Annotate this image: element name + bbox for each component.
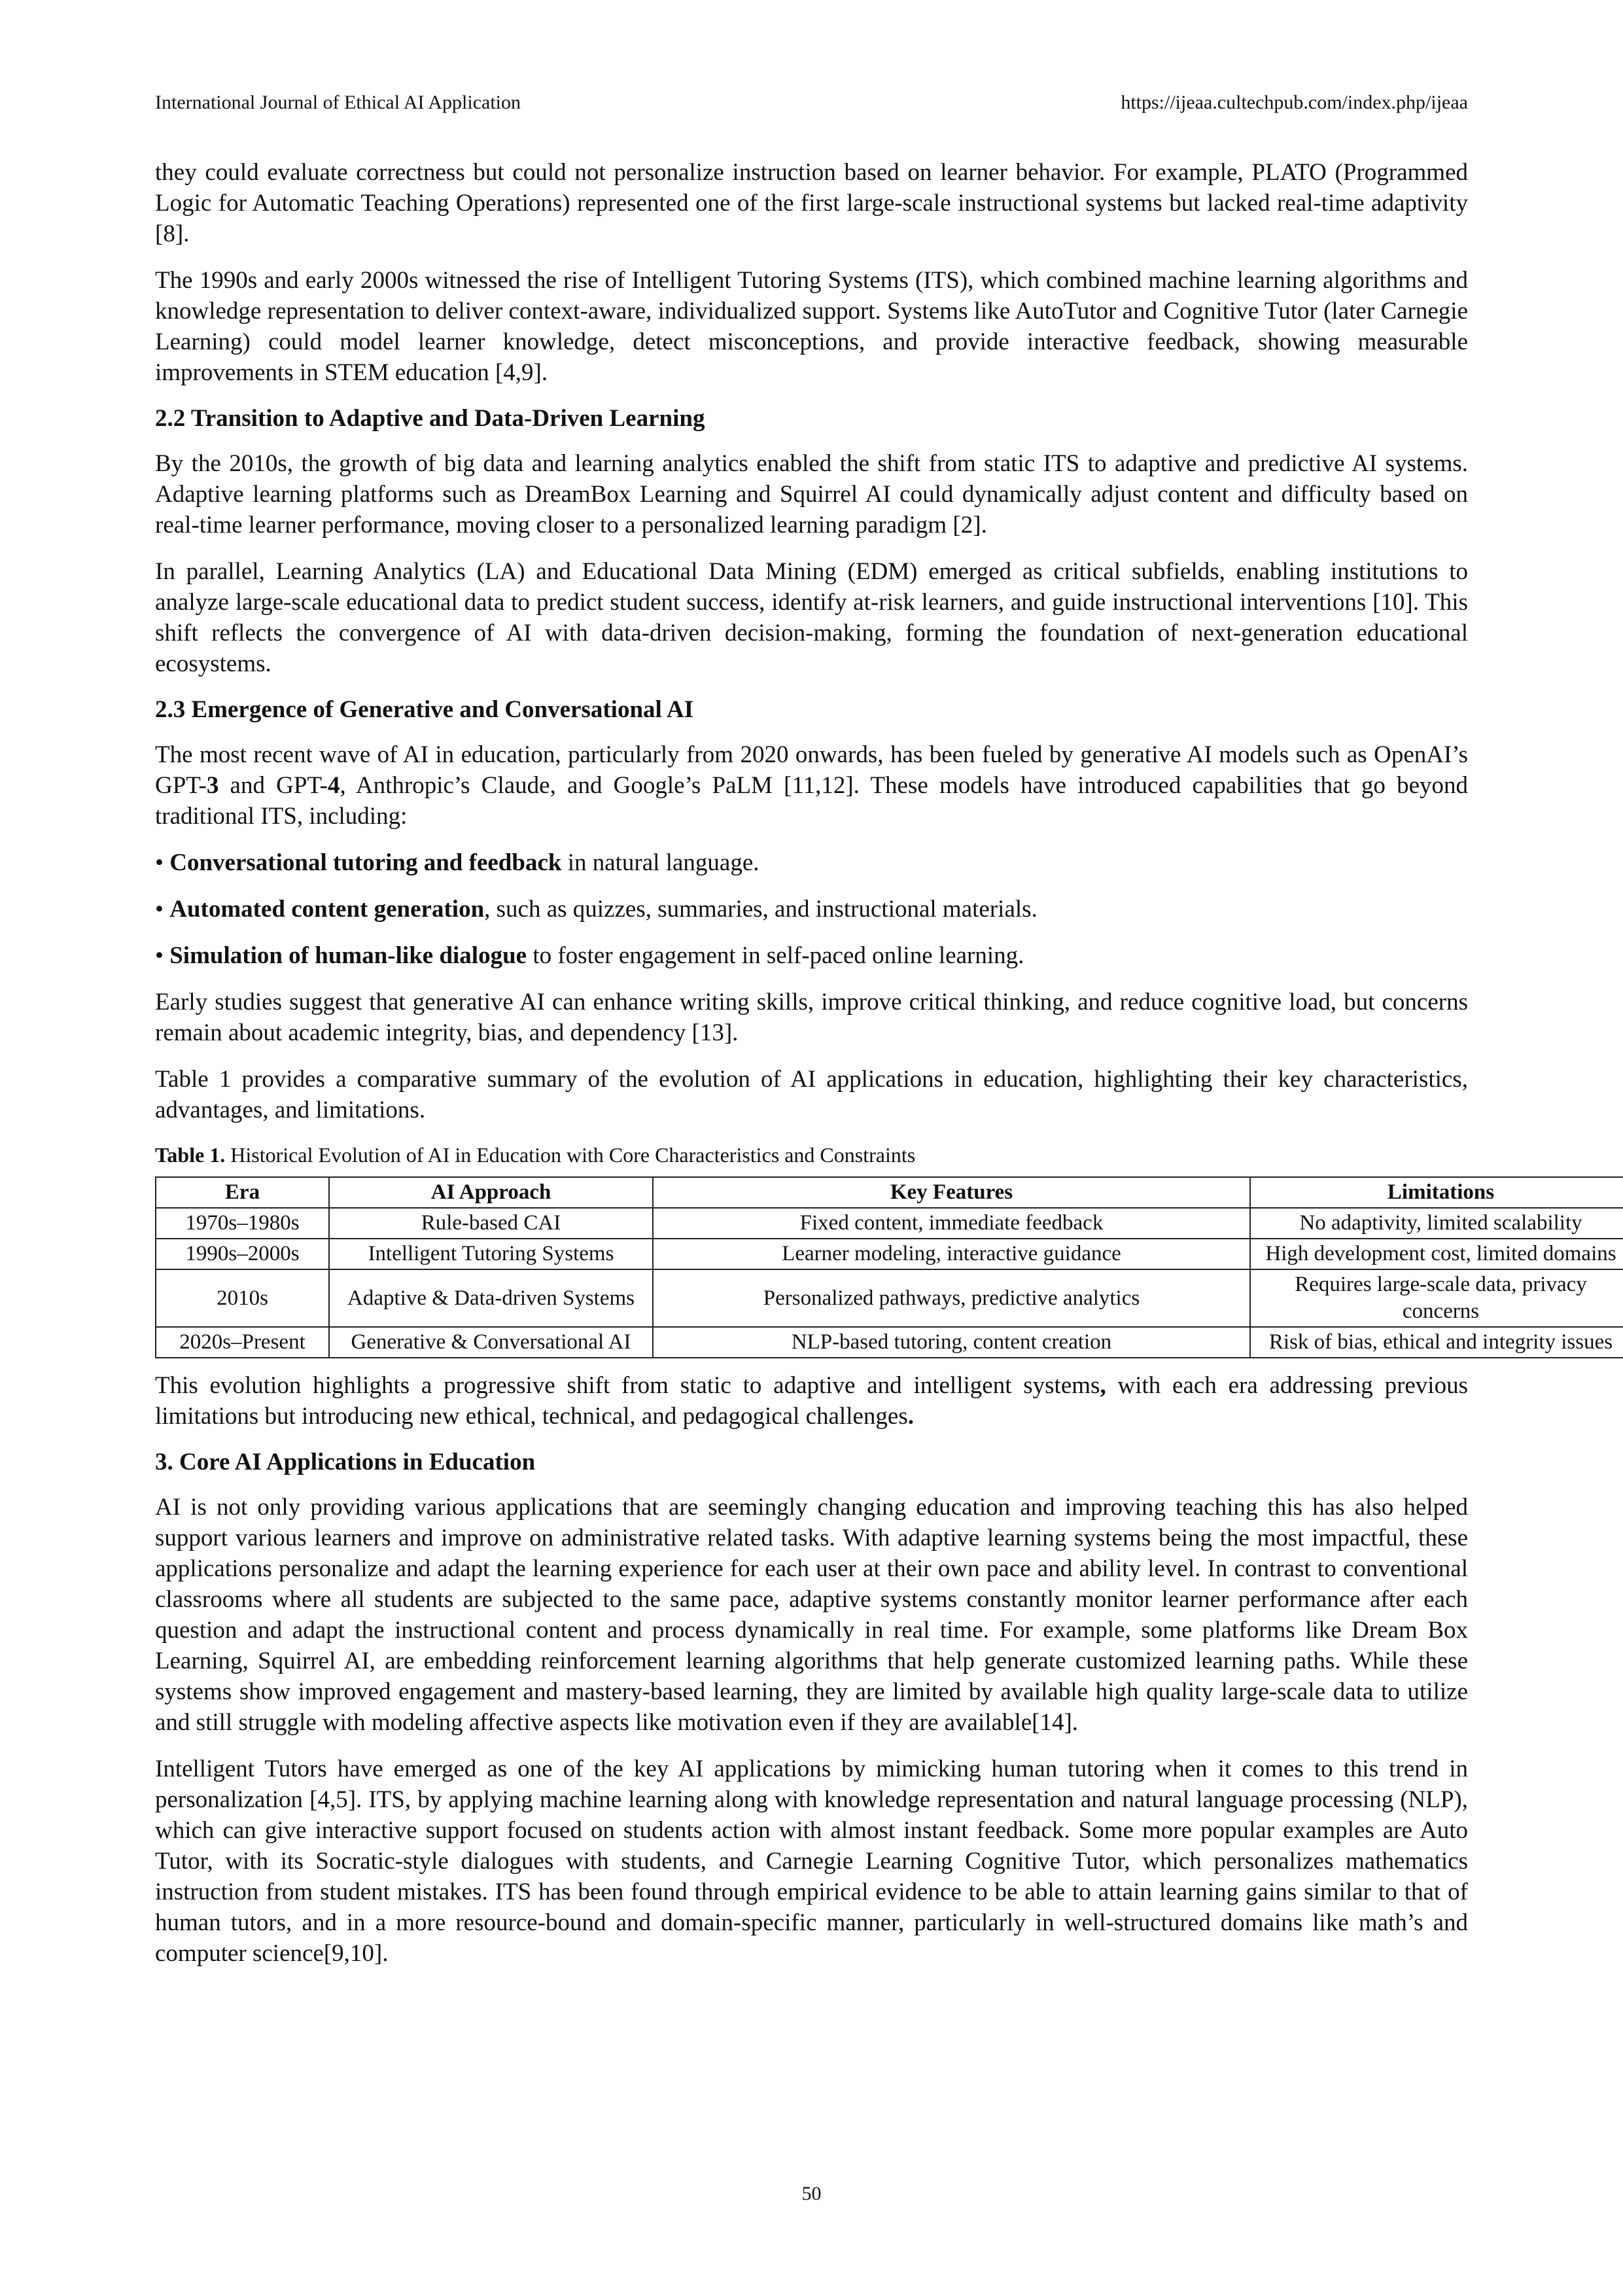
table-cell: Personalized pathways, predictive analytics — [653, 1269, 1250, 1327]
journal-url: https://ijeaa.cultechpub.com/index.php/ijeaa — [1121, 92, 1468, 113]
section-heading-3: 3. Core AI Applications in Education — [155, 1449, 536, 1475]
header-cell: Limitations — [1250, 1177, 1623, 1208]
bullet-item: • Simulation of human-like dialogue to foster engagement in self-paced online learning. — [155, 942, 1024, 969]
table-cell: Intelligent Tutoring Systems — [329, 1239, 653, 1269]
table-row — [156, 1269, 1623, 1327]
table-cell: Fixed content, immediate feedback — [653, 1208, 1250, 1239]
table-cell: Risk of bias, ethical and integrity issues — [1250, 1327, 1623, 1358]
header-cell: Key Features — [653, 1177, 1250, 1208]
table-cell: 2010s — [156, 1269, 329, 1327]
table-cell: Adaptive & Data-driven Systems — [329, 1269, 653, 1327]
table-cell: 1970s–1980s — [156, 1208, 329, 1239]
paragraph: they could evaluate correctness but could not personalize instruction based on learner behavior. For example, PLATO (Programmed Logic for Automatic Teaching Operations) represented one of the first large-scale instructional systems but lacked real-time adaptivity [8]. — [155, 159, 1468, 247]
paragraph: The most recent wave of AI in education, particularly from 2020 onwards, has been fueled by generative AI models such as OpenAI’s GPT-3 and GPT-4, Anthropic’s Claude, and Google’s PaLM [11,12]. These models have introduced capabilities that go beyond traditional ITS, including: — [155, 741, 1468, 830]
table-cell: Rule-based CAI — [329, 1208, 653, 1239]
table-header-row — [156, 1177, 1623, 1208]
paragraph: Intelligent Tutors have emerged as one of the key AI applications by mimicking human tutoring when it comes to this trend in personalization [4,5]. ITS, by applying machine learning along with knowledge representation and natural language processing (NLP), which can give interactive support focused on students action with almost instant feedback. Some more popular examples are Auto Tutor, with its Socratic-style dialogues with students, and Carnegie Learning Cognitive Tutor, which personalizes mathematics instruction from student mistakes. ITS has been found through empirical evidence to be able to attain learning gains similar to that of human tutors, and in a more resource-bound and domain-specific manner, particularly in well-structured domains like math’s and computer science[9,10]. — [155, 1756, 1468, 1967]
header-cell: AI Approach — [329, 1177, 653, 1208]
table-cell: High development cost, limited domains — [1250, 1239, 1623, 1269]
paragraph: The 1990s and early 2000s witnessed the rise of Intelligent Tutoring Systems (ITS), which combined machine learning algorithms and knowledge representation to deliver context-aware, individualized support. Systems like AutoTutor and Cognitive Tutor (later Carnegie Learning) could model learner knowledge, detect misconceptions, and provide interactive feedback, showing measurable improvements in STEM education [4,9]. — [155, 267, 1468, 386]
section-heading-2-2: 2.2 Transition to Adaptive and Data-Driven Learning — [155, 405, 705, 432]
table-row — [156, 1208, 1623, 1239]
table-cell: No adaptivity, limited scalability — [1250, 1208, 1623, 1239]
journal-header: International Journal of Ethical AI Application — [155, 92, 521, 113]
table-cell: 1990s–2000s — [156, 1239, 329, 1269]
table-caption: Table 1. Historical Evolution of AI in Education with Core Characteristics and Constraints — [155, 1143, 916, 1167]
header-cell: Era — [156, 1177, 329, 1208]
paragraph: Table 1 provides a comparative summary of the evolution of AI applications in education, highlighting their key characteristics, advantages, and limitations. — [155, 1066, 1468, 1123]
paragraph: Early studies suggest that generative AI can enhance writing skills, improve critical thinking, and reduce cognitive load, but concerns remain about academic integrity, bias, and dependency [13]. — [155, 989, 1468, 1046]
article-body — [155, 157, 1616, 1985]
paragraph: By the 2010s, the growth of big data and learning analytics enabled the shift from static ITS to adaptive and predictive AI systems. Adaptive learning platforms such as DreamBox Learning and Squirrel AI could dynamically adjust content and difficulty based on real-time learner performance, moving closer to a personalized learning paradigm [2]. — [155, 450, 1468, 539]
bullet-item: • Automated content generation, such as quizzes, summaries, and instructional materials. — [155, 896, 1038, 923]
table-cell: Requires large-scale data, privacy concerns — [1250, 1269, 1623, 1327]
paragraph: This evolution highlights a progressive shift from static to adaptive and intelligent systems, with each era addressing previous limitations but introducing new ethical, technical, and pedagogical challenges. — [155, 1372, 1468, 1430]
evolution-table — [155, 1176, 1623, 1358]
paragraph: In parallel, Learning Analytics (LA) and Educational Data Mining (EDM) emerged as critical subfields, enabling institutions to analyze large-scale educational data to predict student success, identify at-risk learners, and guide instructional interventions [10]. This shift reflects the convergence of AI with data-driven decision-making, forming the foundation of next-generation educational ecosystems. — [155, 558, 1468, 677]
bullet-item: • Conversational tutoring and feedback in natural language. — [155, 849, 759, 876]
table-cell: NLP-based tutoring, content creation — [653, 1327, 1250, 1358]
section-heading-2-3: 2.3 Emergence of Generative and Conversational AI — [155, 696, 694, 723]
table-cell: Learner modeling, interactive guidance — [653, 1239, 1250, 1269]
table-row — [156, 1327, 1623, 1358]
paragraph: AI is not only providing various applications that are seemingly changing education and improving teaching this has also helped support various learners and improve on administrative related tasks. With adaptive learning systems being the most impactful, these applications personalize and adapt the learning experience for each user at their own pace and ability level. In contrast to conventional classrooms where all students are subjected to the same pace, adaptive systems constantly monitor learner performance after each question and adapt the instructional content and process dynamically in real time. For example, some platforms like Dream Box Learning, Squirrel AI, are embedding reinforcement learning algorithms that help generate customized learning paths. While these systems show improved engagement and mastery-based learning, they are limited by available high quality large-scale data to utilize and still struggle with modeling affective aspects like motivation even if they are available[14]. — [155, 1494, 1468, 1736]
table-cell: 2020s–Present — [156, 1327, 329, 1358]
table-cell: Generative & Conversational AI — [329, 1327, 653, 1358]
table-row — [156, 1239, 1623, 1269]
page-number: 50 — [801, 2183, 822, 2204]
